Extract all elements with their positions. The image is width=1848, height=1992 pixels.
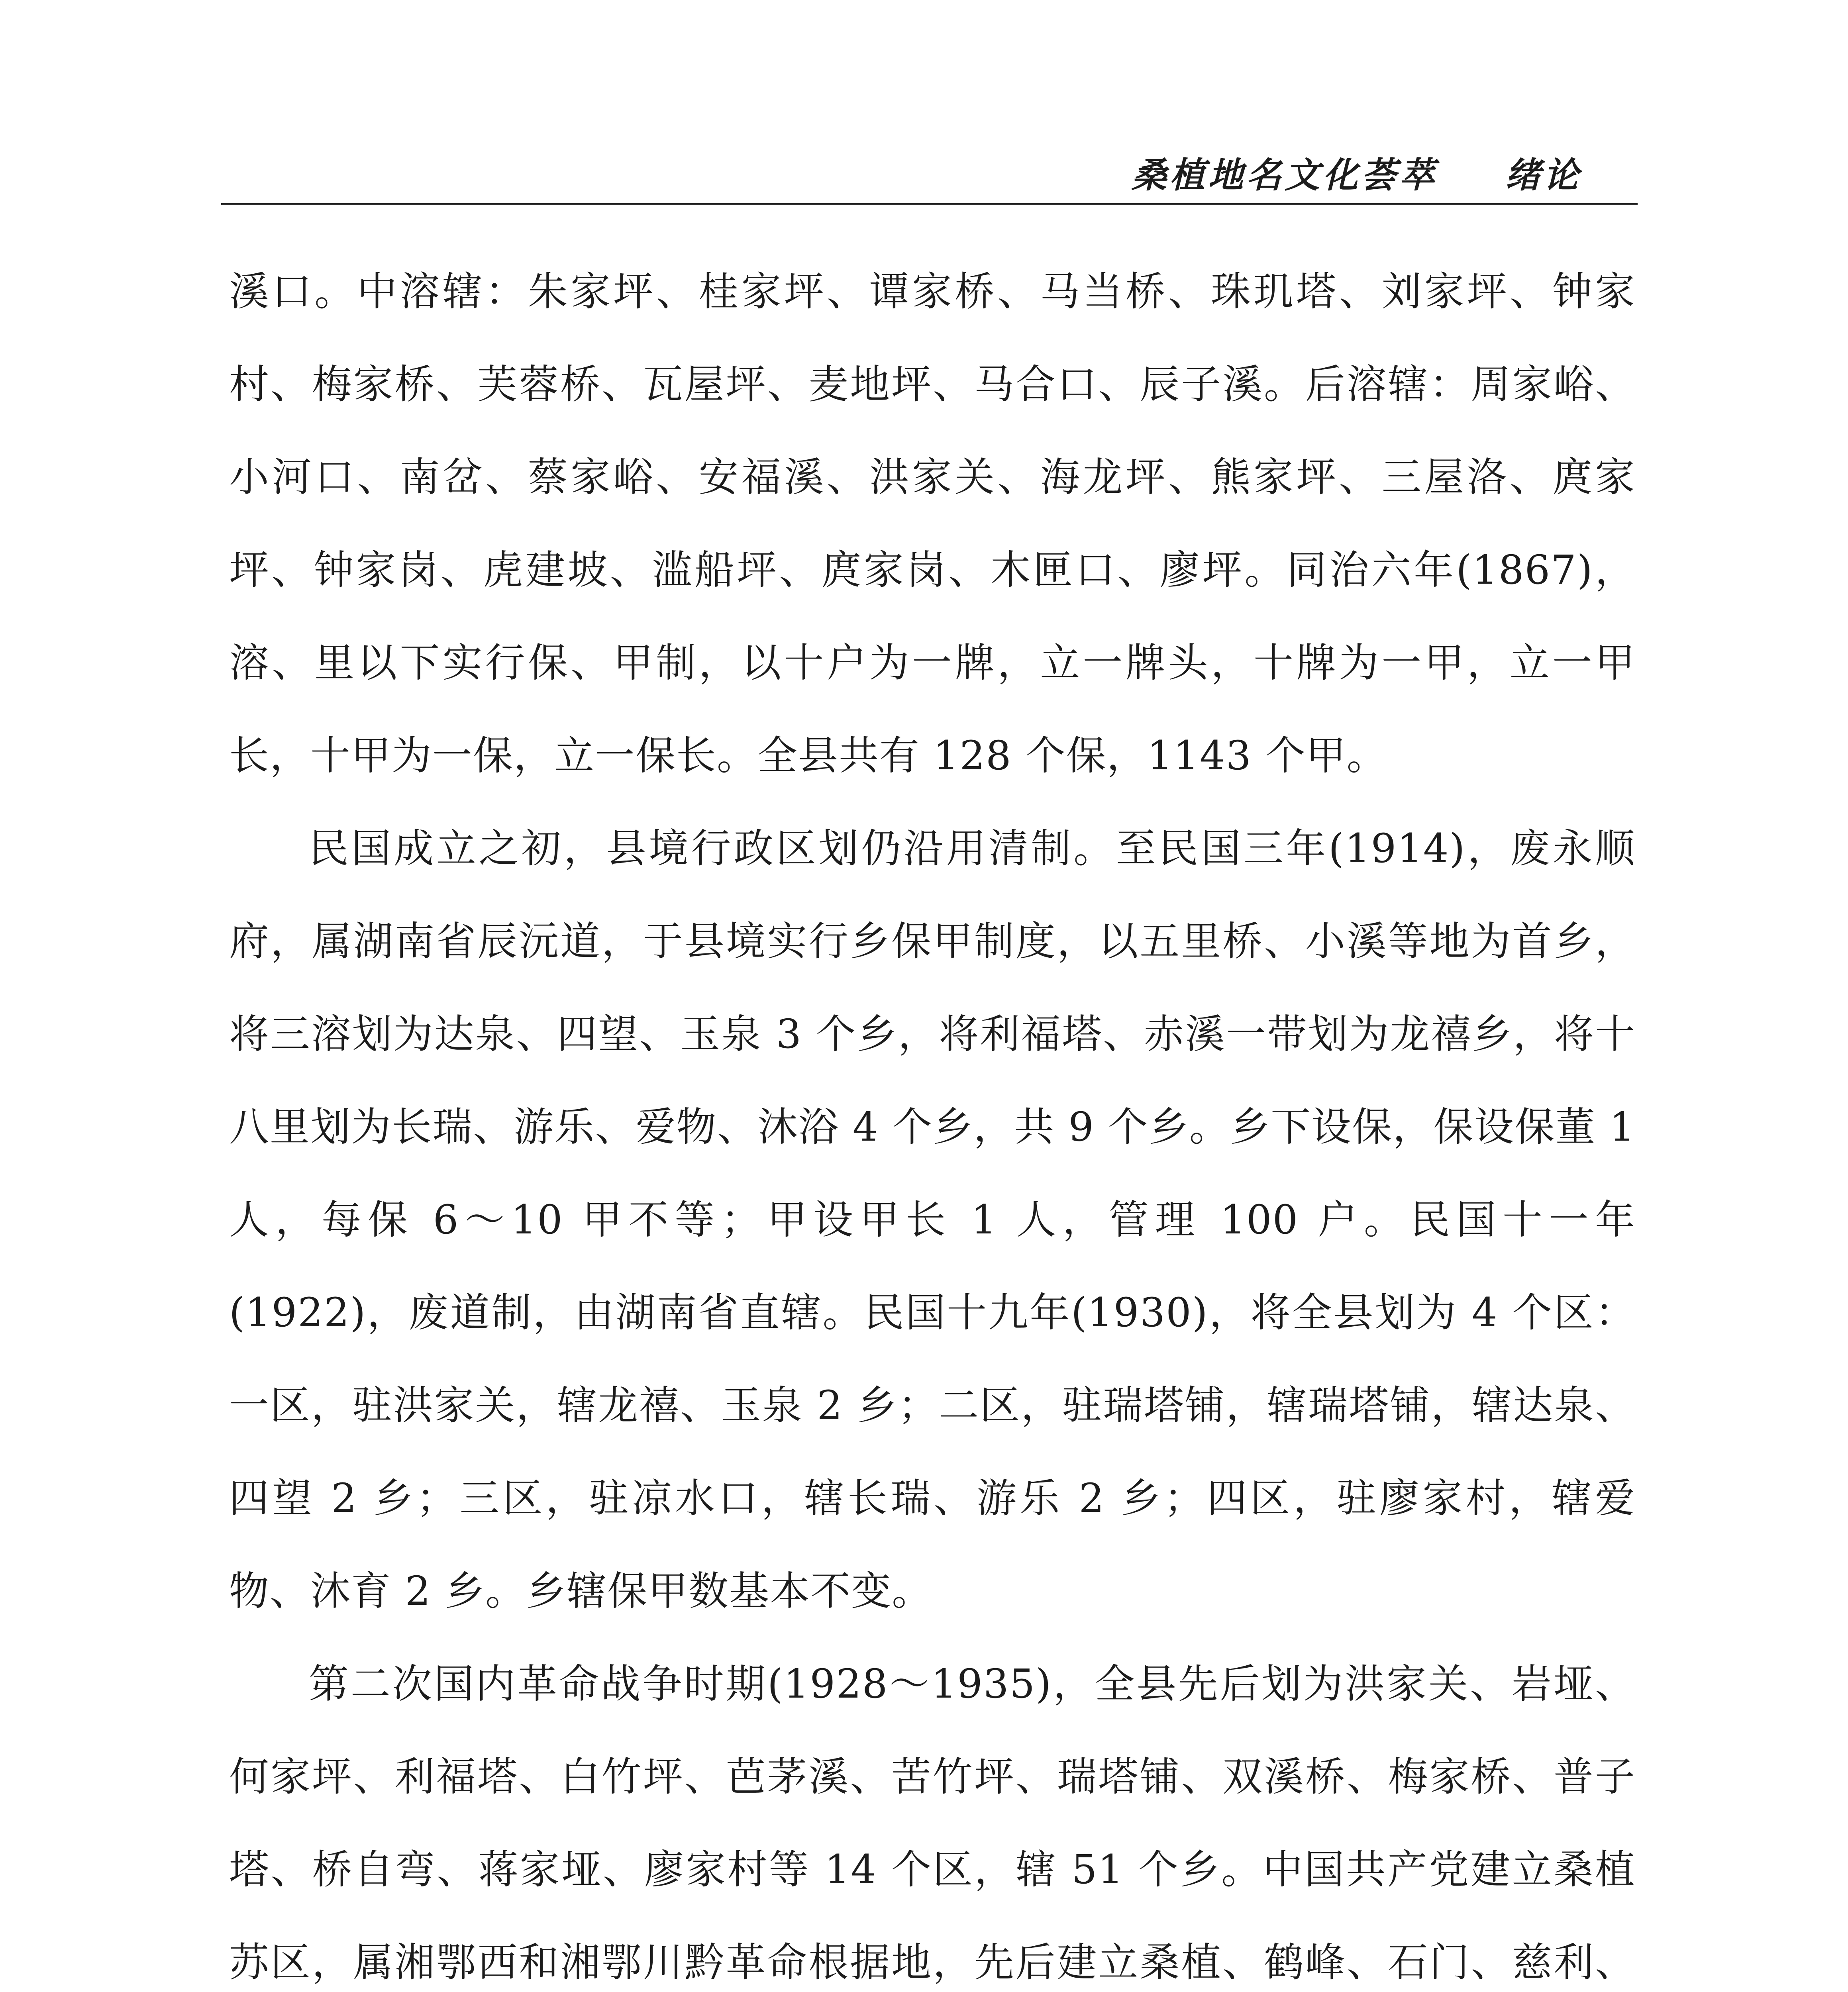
header-text: [1132, 147, 1582, 198]
body-text: [229, 245, 1636, 1992]
paragraph-continued: 溪口。中溶辖：朱家坪、桂家坪、谭家桥、马当桥、珠玑塔、刘家坪、钟家村、梅家桥、芙蓉桥、瓦屋坪、麦地坪、马合口、辰子溪。后溶辖：周家峪、小河口、南岔、蔡家峪、安福溪、洪家关、海龙坪、熊家坪、三屋洛、庹家坪、钟家岗、虎建坡、滥船坪、庹家岗、木匣口、廖坪。同治六年(1867)，溶、里以下实行保、甲制，以十户为一牌，立一牌头，十牌为一甲，立一甲长，十甲为一保，立一保长。全县共有 128 个保，1143 个甲。: [229, 268, 1636, 779]
paragraph: 民国成立之初，县境行政区划仍沿用清制。至民国三年(1914)，废永顺府，属湖南省辰沅道，于县境实行乡保甲制度，以五里桥、小溪等地为首乡，将三溶划为达泉、四望、玉泉 3 个乡，将利福塔、赤溪一带划为龙禧乡，将十八里划为长瑞、游乐、爱物、沐浴 4 个乡，共 9 个乡。乡下设保，保设保董 1 人，每保 6～10 甲不等；甲设甲长 1 人，管理 100 户。民国十一年(1922)，废道制，由湖南省直辖。民国十九年(1930)，将全县划为 4 个区：一区，驻洪家关，辖龙禧、玉泉 2 乡；二区，驻瑞塔铺，辖瑞塔铺，辖达泉、四望 2 乡；三区，驻凉水口，辖长瑞、游乐 2 乡；四区，驻廖家村，辖爱物、沐育 2 乡。乡辖保甲数基本不变。: [229, 825, 1636, 1614]
paragraph: 第二次国内革命战争时期(1928～1935)，全县先后划为洪家关、岩垭、何家坪、利福塔、白竹坪、芭茅溪、苦竹坪、瑞塔铺、双溪桥、梅家桥、普子塔、桥自弯、蒋家垭、廖家村等 14 个区，辖 51 个乡。中国共产党建立桑植苏区，属湘鄂西和湘鄂川黔革命根据地，先后建立桑植、鹤峰、石门、慈利、: [229, 1661, 1636, 1986]
header-book-title: 桑植地名文化荟萃: [1131, 154, 1438, 196]
header-section-title: 绪论: [1505, 154, 1582, 196]
running-header: [221, 131, 1638, 205]
